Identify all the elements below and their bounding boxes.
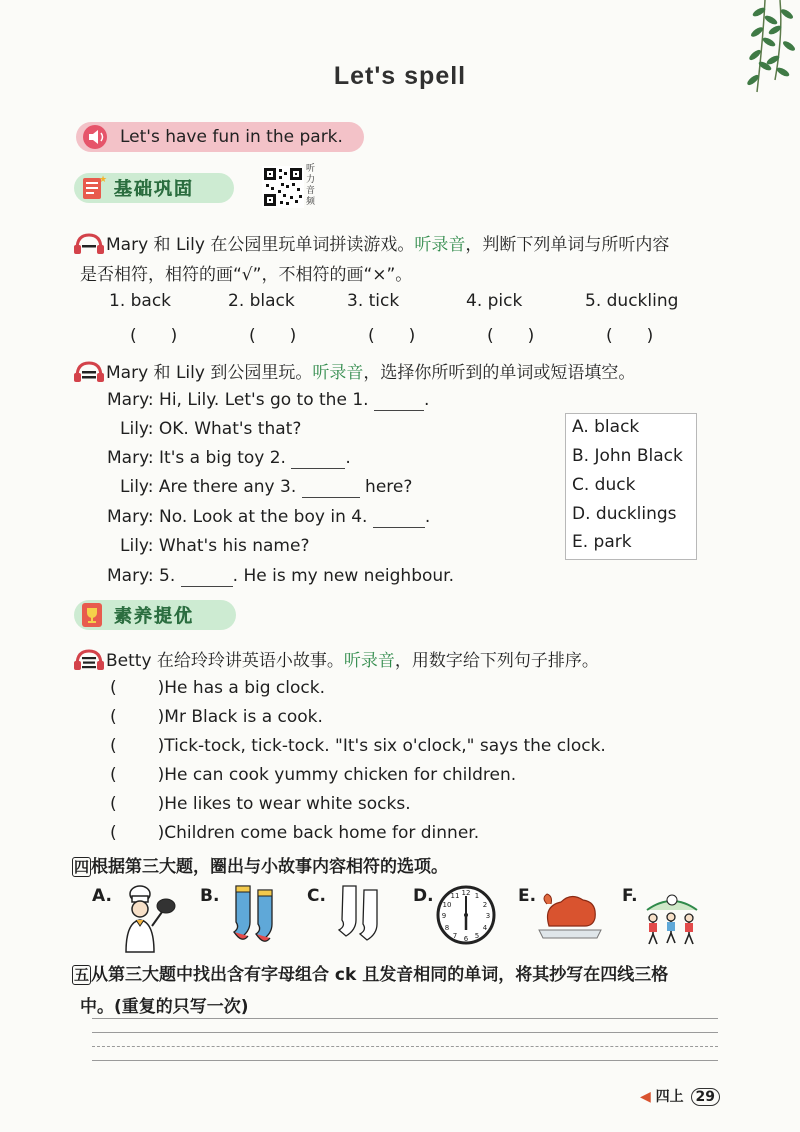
q1-answer-box-2[interactable]: ( ) xyxy=(249,326,297,346)
q4-label-c: C. xyxy=(307,886,326,906)
dialogue-line-2: Lily: OK. What's that? xyxy=(120,419,302,439)
question-2-heading: Mary 和 Lily 到公园里玩。听录音，选择你所听到的单词或短语填空。 xyxy=(72,358,635,388)
clock-picture[interactable] xyxy=(435,884,497,946)
roast-chicken-picture[interactable] xyxy=(535,892,607,942)
dialogue-line-7: Mary: 5. . He is my new neighbour. xyxy=(107,566,454,586)
page-title: Let's spell xyxy=(333,62,467,90)
option-b: B. John Black xyxy=(572,446,683,466)
svg-text:11: 11 xyxy=(450,892,460,900)
white-socks-picture[interactable] xyxy=(333,884,389,948)
blank-5[interactable] xyxy=(181,566,233,587)
q4-label-f: F. xyxy=(622,886,638,906)
story-sentence-5: ( )He likes to wear white socks. xyxy=(110,794,411,814)
bird-icon: ◀ xyxy=(640,1089,651,1105)
q1-word-3: 3. tick xyxy=(347,291,400,311)
option-a: A. black xyxy=(572,417,640,437)
q1-word-1: 1. back xyxy=(109,291,172,311)
grade-label: 四上 xyxy=(655,1089,684,1105)
question-4-heading: 四 根据第三大题，圈出与小故事内容相符的选项。 xyxy=(74,857,449,877)
page-number-tag xyxy=(640,1086,720,1106)
dialogue-line-4: Lily: Are there any 3. here? xyxy=(120,477,413,497)
blank-4[interactable] xyxy=(373,507,425,528)
headphones-three-icon xyxy=(72,649,106,671)
qr-code[interactable] xyxy=(262,166,304,208)
q1-word-5: 5. duckling xyxy=(585,291,679,311)
story-sentence-4: ( )He can cook yummy chicken for children. xyxy=(110,765,517,785)
svg-text:10: 10 xyxy=(442,901,452,909)
section-tag-advanced xyxy=(74,600,236,630)
svg-text:★: ★ xyxy=(99,175,108,185)
q1-word-4: 4. pick xyxy=(466,291,523,311)
blank-2[interactable] xyxy=(291,448,345,469)
fun-banner xyxy=(76,122,364,152)
story-sentence-6: ( )Children come back home for dinner. xyxy=(110,823,480,843)
option-e: E. park xyxy=(572,532,632,552)
question-5-line2: 中。(重复的只写一次) xyxy=(80,997,249,1017)
dialogue-line-5: Mary: No. Look at the boy in 4. . xyxy=(107,507,431,527)
notebook-icon xyxy=(76,173,108,203)
svg-text:7: 7 xyxy=(452,932,458,940)
question-1-line2: 是否相符，相符的画“√”，不相符的画“×”。 xyxy=(80,265,413,285)
q4-label-a: A. xyxy=(92,886,112,906)
dialogue-line-3: Mary: It's a big toy 2. . xyxy=(107,448,351,468)
svg-text:6: 6 xyxy=(463,935,469,943)
section-tag-basic-label: 基础巩固 xyxy=(114,179,194,200)
q1-answer-box-4[interactable]: ( ) xyxy=(487,326,535,346)
four-line-grid[interactable] xyxy=(92,1018,718,1072)
svg-text:8: 8 xyxy=(444,924,450,932)
q4-label-e: E. xyxy=(518,886,537,906)
section-tag-advanced-label: 素养提优 xyxy=(114,606,194,627)
svg-text:4: 4 xyxy=(482,924,488,932)
blank-1[interactable] xyxy=(374,390,424,411)
option-c: C. duck xyxy=(572,475,636,495)
dialogue-line-1: Mary: Hi, Lily. Let's go to the 1. . xyxy=(107,390,430,410)
q1-answer-box-5[interactable]: ( ) xyxy=(606,326,654,346)
dialogue-line-6: Lily: What's his name? xyxy=(120,536,310,556)
q1-word-2: 2. black xyxy=(228,291,295,311)
story-sentence-3: ( )Tick-tock, tick-tock. "It's six o'clock," says the clock. xyxy=(110,736,606,756)
section-tag-basic xyxy=(74,173,234,203)
question-4-number: 四 xyxy=(74,858,90,876)
q1-answer-box-1[interactable]: ( ) xyxy=(130,326,178,346)
question-5-heading: 五 从第三大题中找出含有字母组合 ck 且发音相同的单词，将其抄写在四线三格 xyxy=(74,965,669,985)
page-number: 29 xyxy=(691,1088,720,1106)
trophy-icon xyxy=(76,600,108,630)
question-1-heading: Mary 和 Lily 在公园里玩单词拼读游戏。听录音，判断下列单词与所听内容 xyxy=(72,230,669,260)
svg-text:2: 2 xyxy=(482,901,488,909)
headphones-two-icon xyxy=(72,361,106,383)
story-sentence-2: ( )Mr Black is a cook. xyxy=(110,707,323,727)
fun-banner-text: Let's have fun in the park. xyxy=(120,127,343,147)
qr-label: 听 力 音 频 xyxy=(306,164,316,207)
blank-3[interactable] xyxy=(302,477,360,498)
svg-text:9: 9 xyxy=(441,912,447,920)
q4-label-b: B. xyxy=(200,886,220,906)
word-options-box xyxy=(565,413,697,560)
question-5-number: 五 xyxy=(74,966,90,984)
children-home-picture[interactable] xyxy=(637,890,707,946)
q4-label-d: D. xyxy=(413,886,434,906)
svg-text:12: 12 xyxy=(461,889,471,897)
svg-text:5: 5 xyxy=(474,932,480,940)
speaker-icon[interactable] xyxy=(80,122,114,152)
story-sentence-1: ( )He has a big clock. xyxy=(110,678,325,698)
question-3-heading: Betty 在给玲玲讲英语小故事。听录音，用数字给下列句子排序。 xyxy=(72,646,599,676)
cook-picture[interactable] xyxy=(112,884,182,954)
svg-text:1: 1 xyxy=(474,892,480,900)
option-d: D. ducklings xyxy=(572,504,677,524)
headphones-one-icon xyxy=(72,233,106,255)
svg-text:3: 3 xyxy=(485,912,491,920)
colourful-socks-picture[interactable] xyxy=(228,884,284,948)
q1-answer-box-3[interactable]: ( ) xyxy=(368,326,416,346)
